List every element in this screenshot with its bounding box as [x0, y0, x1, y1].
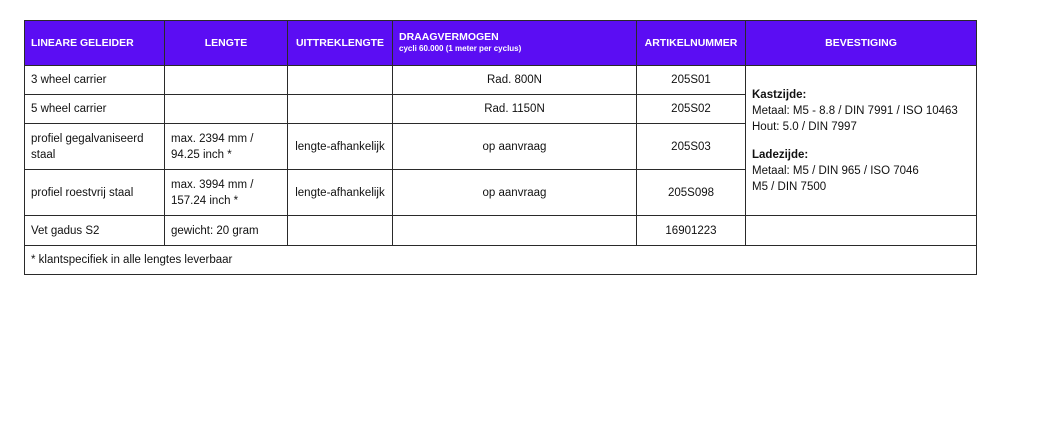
- cell-length: max. 3994 mm / 157.24 inch *: [165, 170, 288, 216]
- footnote-row: [25, 246, 977, 275]
- mounting-cabinet-line-2: Hout: 5.0 / DIN 7997: [752, 120, 857, 133]
- header-draagvermogen-title: DRAAGVERMOGEN: [399, 31, 499, 43]
- cell-article: 205S02: [637, 95, 746, 124]
- header-draagvermogen-subtitle: cycli 60.000 (1 meter per cyclus): [399, 44, 522, 53]
- table-row: [25, 216, 977, 246]
- cell-name: profiel gegalvaniseerd staal: [25, 124, 165, 170]
- cell-name: Vet gadus S2: [25, 216, 165, 246]
- mounting-cabinet-title: Kastzijde:: [752, 88, 807, 101]
- cell-length: [165, 95, 288, 124]
- footnote: * klantspecifiek in alle lengtes leverbaar: [25, 246, 977, 275]
- cell-article: 205S01: [637, 66, 746, 95]
- cell-load: op aanvraag: [393, 124, 637, 170]
- cell-name: profiel roestvrij staal: [25, 170, 165, 216]
- cell-length: max. 2394 mm / 94.25 inch *: [165, 124, 288, 170]
- cell-load: op aanvraag: [393, 170, 637, 216]
- header-uittreklengte: UITTREKLENGTE: [288, 21, 393, 66]
- header-artikelnummer: ARTIKELNUMMER: [637, 21, 746, 66]
- cell-extension: [288, 66, 393, 95]
- cell-extension: lengte-afhankelijk: [288, 124, 393, 170]
- cell-article: 205S03: [637, 124, 746, 170]
- mounting-drawer-title: Ladezijde:: [752, 148, 809, 161]
- cell-article: 205S098: [637, 170, 746, 216]
- mounting-spacer: [752, 135, 970, 147]
- cell-article: 16901223: [637, 216, 746, 246]
- cell-name: 3 wheel carrier: [25, 66, 165, 95]
- header-lineaire-geleider: LINEARE GELEIDER: [25, 21, 165, 66]
- cell-load: [393, 216, 637, 246]
- cell-length: [165, 66, 288, 95]
- cell-load: Rad. 800N: [393, 66, 637, 95]
- cell-load: Rad. 1150N: [393, 95, 637, 124]
- table-row: [25, 66, 977, 95]
- cell-extension: [288, 216, 393, 246]
- header-lengte: LENGTE: [165, 21, 288, 66]
- table-header-row: [25, 21, 977, 66]
- cell-name: 5 wheel carrier: [25, 95, 165, 124]
- cell-mounting: [746, 66, 977, 216]
- cell-extension: lengte-afhankelijk: [288, 170, 393, 216]
- linear-guides-table: [24, 20, 977, 275]
- mounting-cabinet-line-1: Metaal: M5 - 8.8 / DIN 7991 / ISO 10463: [752, 104, 958, 117]
- mounting-drawer-line-2: M5 / DIN 7500: [752, 180, 827, 193]
- header-bevestiging: BEVESTIGING: [746, 21, 977, 66]
- cell-extension: [288, 95, 393, 124]
- cell-length: gewicht: 20 gram: [165, 216, 288, 246]
- header-draagvermogen: [393, 21, 637, 66]
- cell-mounting-empty: [746, 216, 977, 246]
- mounting-drawer-line-1: Metaal: M5 / DIN 965 / ISO 7046: [752, 164, 919, 177]
